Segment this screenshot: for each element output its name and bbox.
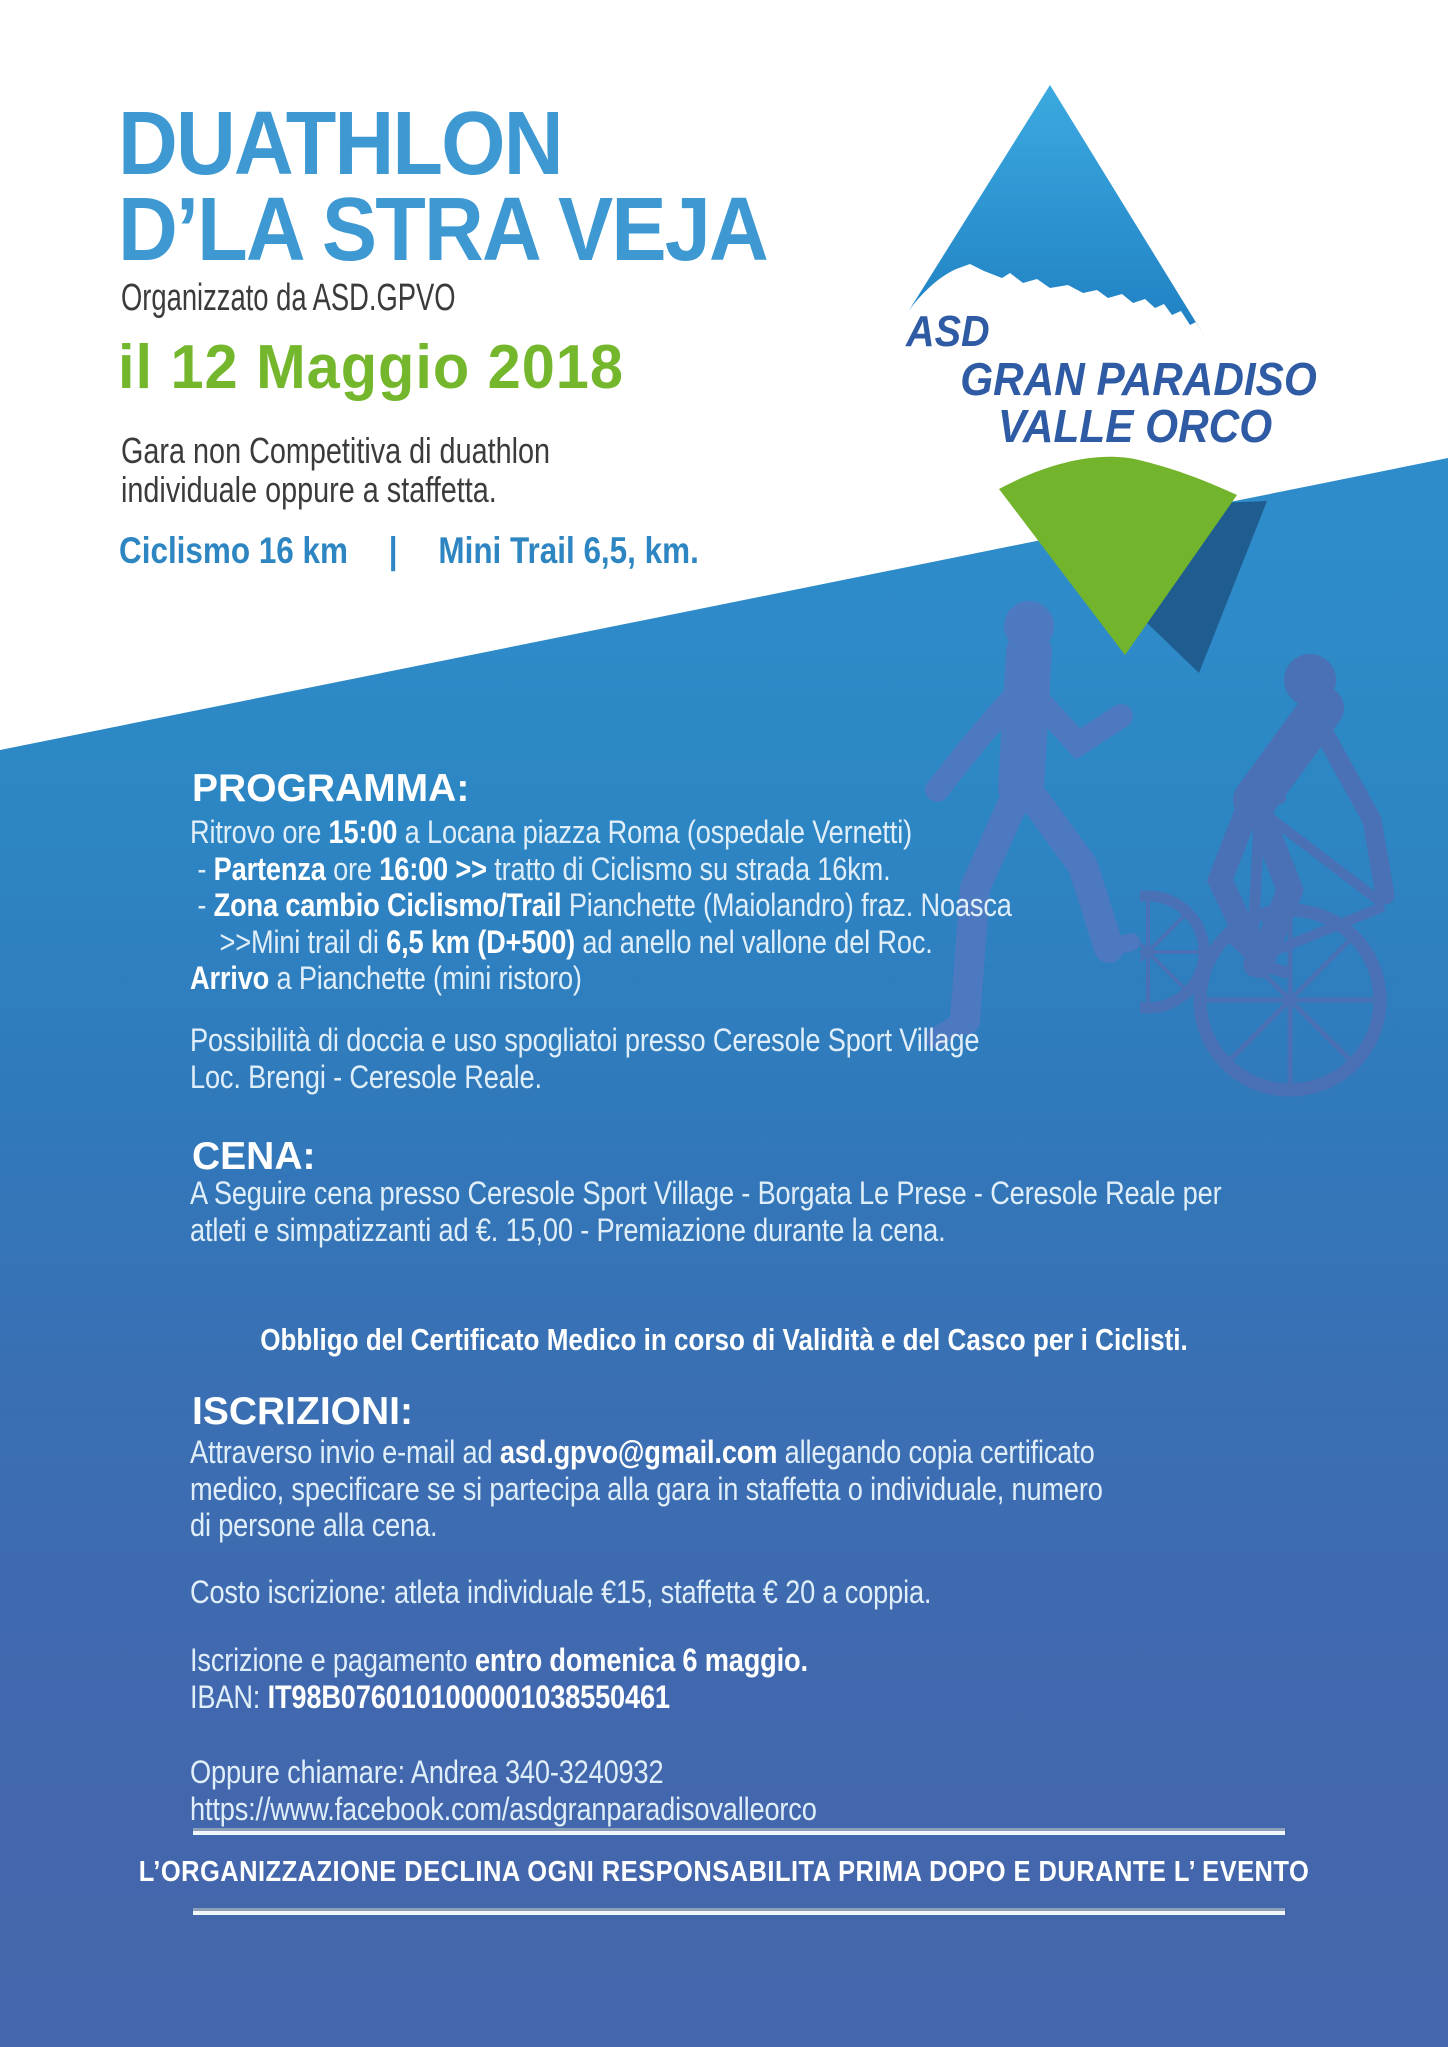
logo-gran-paradiso: GRAN PARADISO — [960, 353, 1317, 405]
shower-note-line1: Possibilità di doccia e uso spogliatoi presso Ceresole Sport Village — [190, 1022, 980, 1058]
description-line2: individuale oppure a staffetta. — [121, 468, 497, 510]
distances-row — [119, 530, 699, 572]
cyclist-silhouette-icon — [1140, 650, 1448, 1100]
iscrizioni-email-line: Attraverso invio e-mail ad asd.gpvo@gmail.com allegando copia certificato — [190, 1434, 1095, 1470]
iscrizioni-heading: ISCRIZIONI: — [192, 1390, 413, 1433]
programma-line: >>Mini trail di 6,5 km (D+500) ad anello nel vallone del Roc. — [190, 923, 933, 960]
iscrizioni-email-line: medico, specificare se si partecipa alla gara in staffetta o individuale, numero — [190, 1470, 1103, 1507]
divider-top — [193, 1828, 1285, 1835]
contact-block — [190, 1754, 817, 1827]
iscrizioni-lines — [190, 1434, 1103, 1544]
checkmark-icon — [985, 445, 1285, 685]
distance-separator: | — [388, 530, 398, 571]
event-date: il 12 Maggio 2018 — [118, 333, 624, 402]
shower-note-line2: Loc. Brengi - Ceresole Reale. — [190, 1058, 542, 1095]
trail-distance: Mini Trail 6,5, km. — [438, 530, 699, 571]
logo-valle-orco: VALLE ORCO — [997, 400, 1273, 452]
logo-asd: ASD — [906, 307, 990, 356]
medical-notice: Obbligo del Certificato Medico in corso di Validità e del Casco per i Ciclisti. — [260, 1322, 1188, 1357]
programma-lines — [190, 814, 1012, 997]
programma-line: - Partenza ore 16:00 >> tratto di Ciclismo su strada 16km. — [190, 850, 891, 887]
description-line1: Gara non Competitiva di duathlon — [121, 430, 551, 471]
title-line1: DUATHLON — [118, 94, 562, 194]
ciclismo-distance: Ciclismo 16 km — [119, 530, 348, 571]
cena-heading: CENA: — [192, 1135, 316, 1178]
payment-block — [190, 1642, 808, 1715]
iban-line: IBAN: IT98B0760101000001038550461 — [190, 1678, 670, 1715]
organizer-text: Organizzato da ASD.GPVO — [121, 277, 456, 319]
cena-line1: A Seguire cena presso Ceresole Sport Village - Borgata Le Prese - Ceresole Reale per — [190, 1175, 1222, 1211]
mountain-icon — [898, 80, 1208, 342]
programma-line: Arrivo a Pianchette (mini ristoro) — [190, 960, 582, 997]
page-title — [118, 94, 767, 280]
divider-bottom — [193, 1908, 1285, 1915]
phone-line: Oppure chiamare: Andrea 340-3240932 — [190, 1754, 664, 1790]
programma-line: Ritrovo ore 15:00 a Locana piazza Roma (ospedale Vernetti) — [190, 814, 912, 850]
programma-heading: PROGRAMMA: — [192, 767, 470, 810]
facebook-url: https://www.facebook.com/asdgranparadisovalleorco — [190, 1790, 817, 1827]
cost-line: Costo iscrizione: atleta individuale €15, staffetta € 20 a coppia. — [190, 1574, 932, 1610]
cena-line2: atleti e simpatizzanti ad €. 15,00 - Premiazione durante la cena. — [190, 1211, 946, 1248]
shower-note — [190, 1022, 979, 1095]
iscrizioni-email-line: di persone alla cena. — [190, 1507, 438, 1544]
cena-lines — [190, 1175, 1221, 1248]
title-line2: D’LA STRA VEJA — [118, 180, 767, 280]
event-description — [121, 432, 550, 509]
programma-line: - Zona cambio Ciclismo/Trail Pianchette (Maiolandro) fraz. Noasca — [190, 887, 1012, 924]
footer-disclaimer: L’ORGANIZZAZIONE DECLINA OGNI RESPONSABILITA PRIMA DOPO E DURANTE L’ EVENTO — [138, 1856, 1310, 1888]
deadline-line: Iscrizione e pagamento entro domenica 6 maggio. — [190, 1642, 808, 1678]
